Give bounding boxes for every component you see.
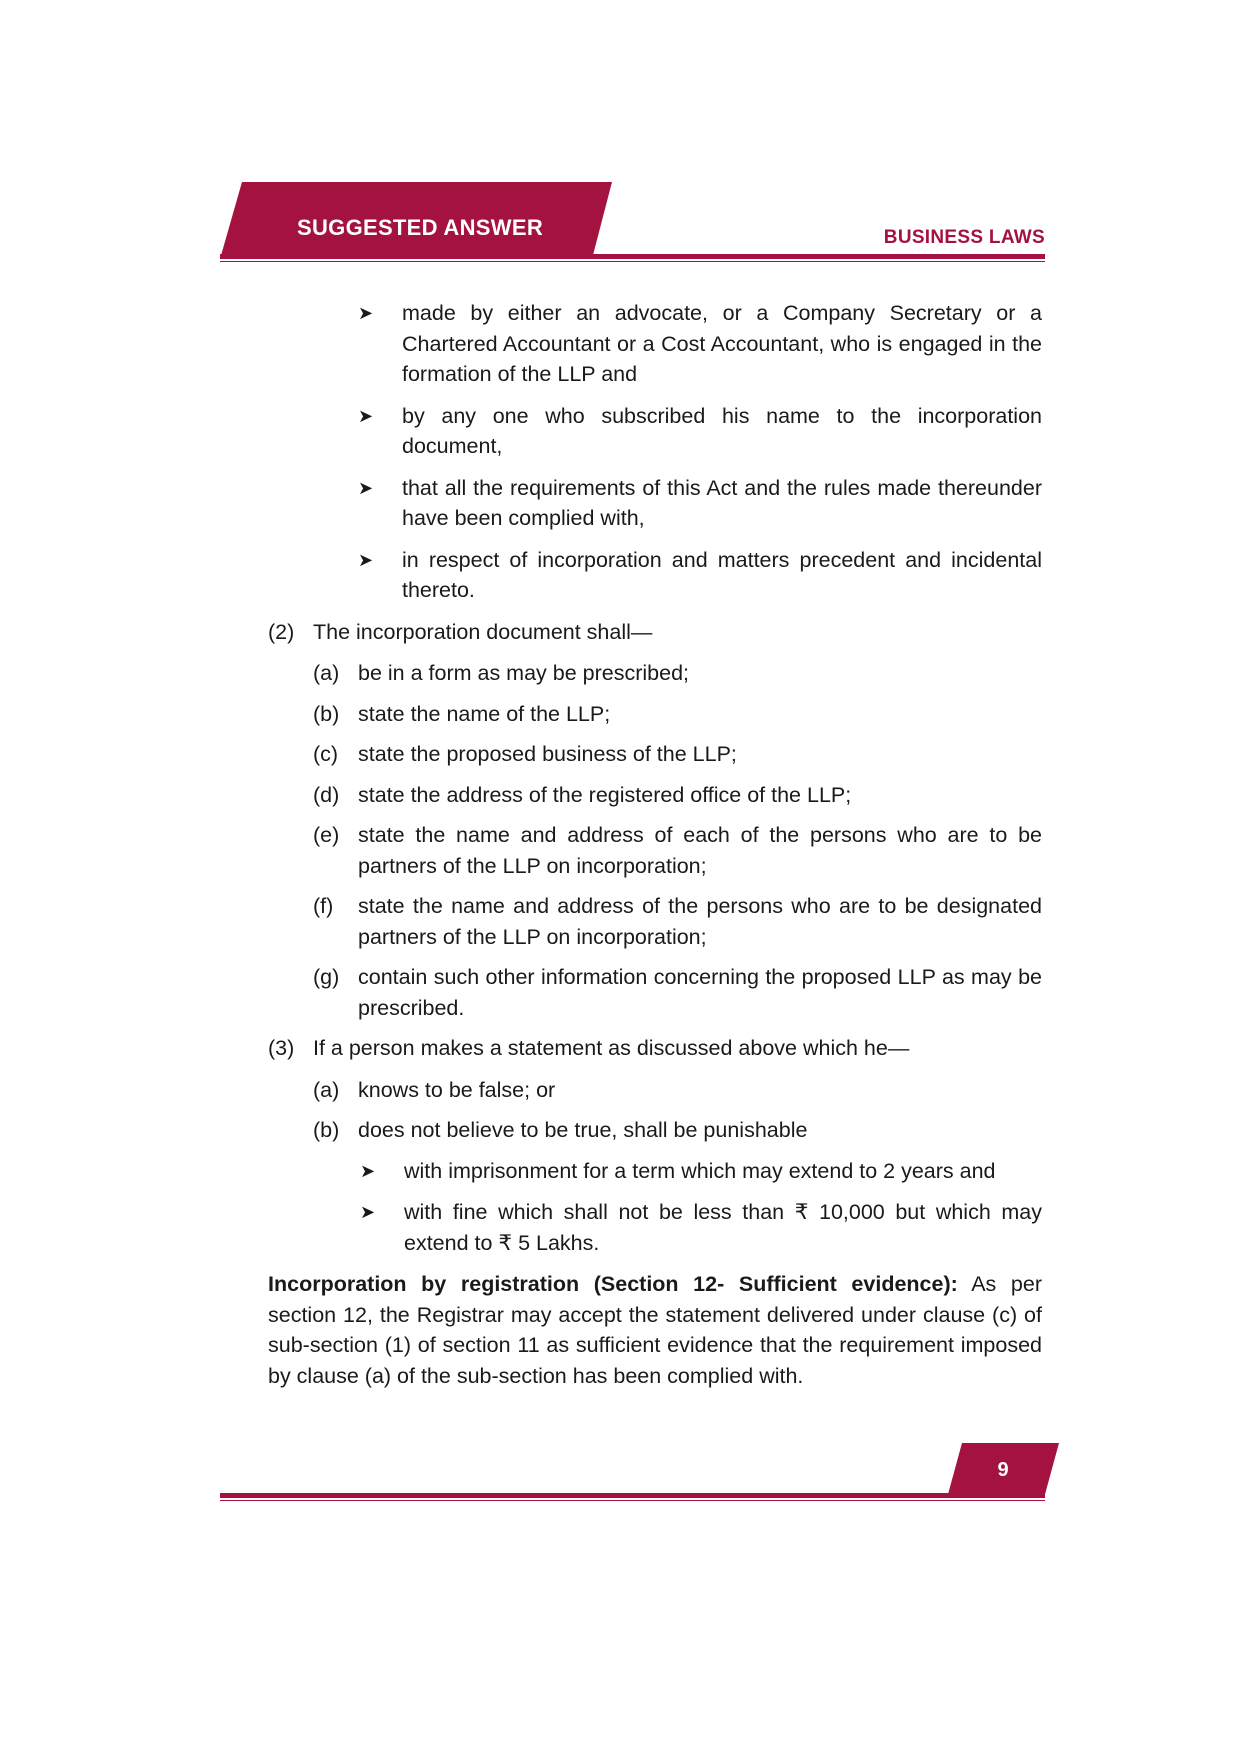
- list-item: [313, 962, 1042, 1023]
- page-content: [268, 298, 1042, 1391]
- section-3-label: (3): [268, 1036, 295, 1060]
- list-item-label: (b): [313, 1118, 340, 1142]
- list-item-label: (e): [313, 823, 340, 847]
- header-rule-thin: [220, 261, 1045, 262]
- list-item-label: (b): [313, 701, 340, 726]
- list-item-text: state the name of the LLP;: [358, 701, 611, 726]
- list-item-text: contain such other information concerning the proposed LLP as may be prescribed.: [358, 965, 1042, 1020]
- list-item-text: be in a form as may be prescribed;: [358, 661, 690, 685]
- bullet-item: [356, 473, 1042, 534]
- list-item-label: (a): [313, 1077, 340, 1102]
- arrow-bullet-icon: ➤: [360, 1202, 376, 1222]
- footer-rule-thin: [220, 1500, 1045, 1501]
- list-item-text: state the address of the registered office of the LLP;: [358, 782, 852, 807]
- bullet-item: [356, 298, 1042, 390]
- list-item-label: (f): [313, 894, 334, 918]
- bullet-item: [356, 401, 1042, 462]
- bullet-text: by any one who subscribed his name to the incorporation document,: [402, 403, 1042, 458]
- list-item: [313, 739, 1042, 770]
- list-item: [313, 1075, 1042, 1106]
- bullet-item: [358, 1197, 1042, 1258]
- header-tab-label: SUGGESTED ANSWER: [297, 215, 544, 240]
- list-item-text: knows to be false; or: [358, 1077, 556, 1102]
- bullet-text: in respect of incorporation and matters precedent and incidental thereto.: [402, 547, 1042, 602]
- arrow-bullet-icon: ➤: [358, 477, 374, 498]
- list-item-label: (g): [313, 965, 340, 989]
- list-item: [313, 658, 1042, 689]
- list-item: [313, 891, 1042, 952]
- page-number: 9: [997, 1459, 1009, 1481]
- list-item-text: state the name and address of each of the persons who are to be partners of the LLP on incorporation;: [358, 823, 1042, 878]
- bullet-text: with fine which shall not be less than ₹ 10,000 but which may extend to ₹ 5 Lakhs.: [404, 1200, 1042, 1255]
- closing-heading: Incorporation by registration (Section 12- Sufficient evidence):: [268, 1272, 958, 1296]
- closing-text: As per section 12, the Registrar may accept the statement delivered under clause (c) of sub-section (1) of section 11 as sufficient evidence that the requirement imposed by clause (a) of the sub-section has been complied with.: [268, 1272, 1042, 1388]
- bullet-text: made by either an advocate, or a Company Secretary or a Chartered Accountant or a Cost Accountant, who is engaged in the formation of the LLP and: [402, 301, 1042, 386]
- list-item: [313, 1115, 1042, 1146]
- list-item-label: (a): [313, 661, 340, 685]
- section-2: [268, 617, 1042, 648]
- list-item-text: state the proposed business of the LLP;: [358, 742, 737, 766]
- section-2-text: The incorporation document shall—: [313, 619, 653, 644]
- bullet-text: that all the requirements of this Act and the rules made thereunder have been complied with,: [402, 475, 1042, 530]
- list-item-label: (d): [313, 782, 340, 807]
- header-rule: [220, 254, 1045, 259]
- closing-paragraph: [268, 1269, 1042, 1391]
- bullet-text: with imprisonment for a term which may extend to 2 years and: [404, 1158, 996, 1183]
- subject-title: BUSINESS LAWS: [883, 227, 1045, 248]
- list-item: [313, 780, 1042, 811]
- arrow-bullet-icon: ➤: [360, 1160, 376, 1181]
- section-3: [268, 1033, 1042, 1064]
- bullet-item: [358, 1156, 1042, 1187]
- section-2-label: (2): [268, 619, 295, 644]
- list-item-label: (c): [313, 742, 339, 766]
- list-item: [313, 820, 1042, 881]
- section-3-text: If a person makes a statement as discussed above which he—: [313, 1036, 910, 1060]
- arrow-bullet-icon: ➤: [358, 549, 374, 570]
- footer-rule: [220, 1493, 1045, 1498]
- list-item-text: does not believe to be true, shall be punishable: [358, 1118, 808, 1142]
- arrow-bullet-icon: ➤: [358, 405, 374, 426]
- list-item-text: state the name and address of the persons who are to be designated partners of the LLP on incorporation;: [358, 894, 1042, 949]
- list-item: [313, 699, 1042, 730]
- arrow-bullet-icon: ➤: [358, 303, 374, 323]
- bullet-item: [356, 545, 1042, 606]
